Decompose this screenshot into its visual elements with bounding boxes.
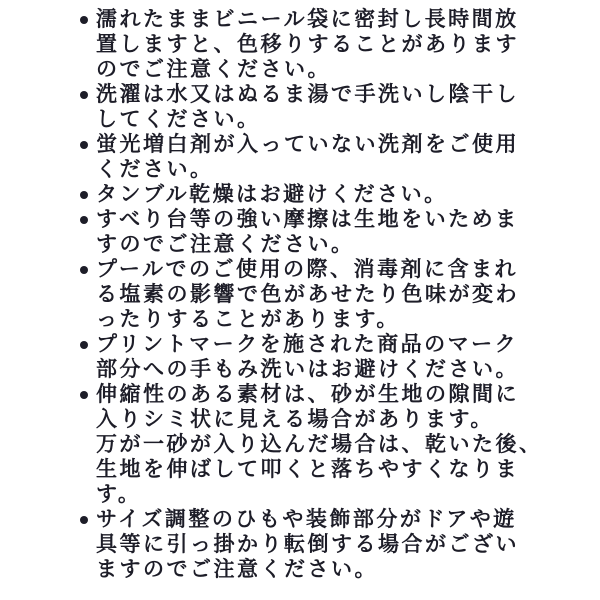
bullet-icon (80, 91, 88, 99)
list-item (78, 82, 543, 132)
list-item (78, 382, 543, 507)
care-instruction-line: 洗濯は水又はぬるま湯で手洗いし陰干し (96, 83, 519, 106)
bullet-icon (80, 216, 88, 224)
care-instruction-line: すべり台等の強い摩擦は生地をいためま (96, 208, 519, 231)
care-instructions-list (78, 7, 543, 582)
care-instruction-line: 濡れたままビニール袋に密封し長時間放 (96, 8, 519, 31)
bullet-icon (80, 16, 88, 24)
bullet-icon (80, 391, 88, 399)
list-item (78, 182, 543, 207)
list-item (78, 332, 543, 382)
care-instruction-line: 部分への手もみ洗いはお避けください。 (96, 358, 519, 381)
care-instruction-line: プリントマークを施された商品のマーク (96, 333, 519, 356)
care-instruction-line: 伸縮性のある素材は、砂が生地の隙間に (96, 383, 519, 406)
care-instruction-line: タンブル乾燥はお避けください。 (96, 183, 448, 206)
bullet-icon (80, 516, 88, 524)
list-item (78, 507, 543, 582)
care-instruction-line: すのでご注意ください。 (96, 233, 355, 256)
care-instruction-line: 具等に引っ掛かり転倒する場合がござい (96, 533, 519, 556)
care-instruction-line: してください。 (96, 108, 261, 131)
list-item (78, 7, 543, 82)
care-instruction-line: ますのでご注意ください。 (96, 558, 378, 581)
list-item (78, 132, 543, 182)
list-item (78, 207, 543, 257)
care-instruction-line: す。 (96, 483, 142, 506)
care-instruction-line: る塩素の影響で色があせたり色味が変わ (96, 283, 519, 306)
care-instruction-line: のでご注意ください。 (96, 58, 331, 81)
care-instruction-line: 置しますと、色移りすることがあります (96, 33, 519, 56)
bullet-icon (80, 191, 88, 199)
care-instruction-line: 入りシミ状に見える場合があります。 (96, 408, 494, 431)
care-instruction-line: ください。 (96, 158, 214, 181)
bullet-icon (80, 141, 88, 149)
bullet-icon (80, 341, 88, 349)
care-instruction-line: 万が一砂が入り込んだ場合は、乾いた後、 (96, 433, 543, 456)
care-instruction-line: サイズ調整のひもや装飾部分がドアや遊 (96, 508, 517, 531)
list-item (78, 257, 543, 332)
care-instruction-line: プールでのご使用の際、消毒剤に含まれ (96, 258, 518, 281)
care-instruction-line: 生地を伸ばして叩くと落ちやすくなりま (96, 458, 519, 481)
bullet-icon (80, 266, 88, 274)
care-instruction-line: 蛍光増白剤が入っていない洗剤をご使用 (96, 133, 519, 156)
care-instruction-line: ったりすることがあります。 (96, 308, 400, 331)
